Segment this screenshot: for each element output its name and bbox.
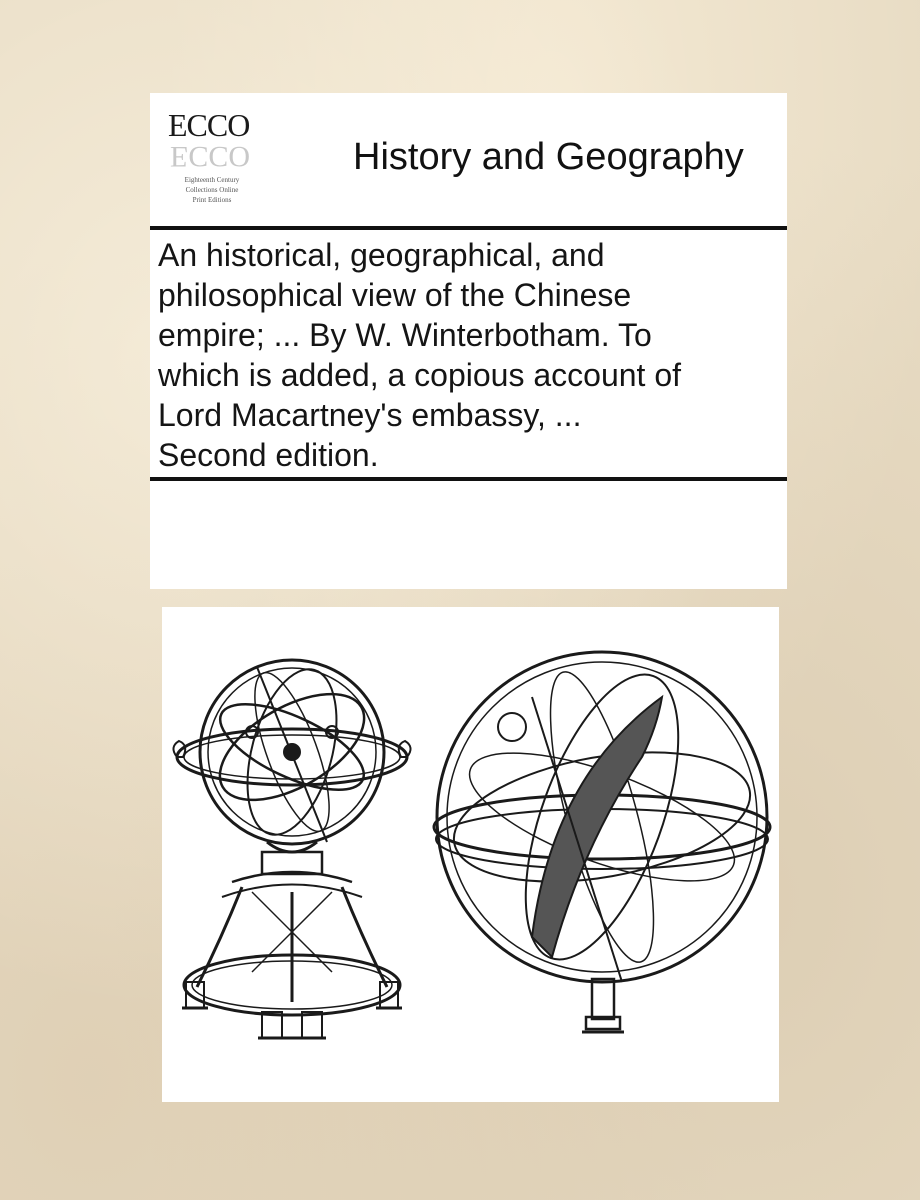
logo-mark: ECCO: [168, 107, 250, 143]
ecco-logo: [162, 107, 262, 213]
title-line: Second edition.: [158, 437, 379, 473]
logo-subtitle: [162, 175, 262, 205]
illustration-plate: [162, 607, 779, 1102]
logo-subtitle-line: Eighteenth Century: [184, 176, 240, 184]
logo-subtitle-line: Collections Online: [185, 186, 239, 194]
title-line: which is added, a copious account of: [158, 357, 681, 393]
title-line: Lord Macartney's embassy, ...: [158, 397, 582, 433]
book-cover-panel: [150, 93, 787, 589]
cover-header: [150, 93, 787, 226]
armillary-sphere-on-stand-icon: [173, 660, 410, 1038]
title-line: An historical, geographical, and: [158, 237, 605, 273]
armillary-sphere-cutaway-icon: [434, 652, 770, 1032]
illustration-svg: [162, 607, 779, 1102]
title-line: philosophical view of the Chinese: [158, 277, 632, 313]
bottom-rule: [150, 477, 787, 481]
title-line: empire; ... By W. Winterbotham. To: [158, 317, 652, 353]
logo-mirror-mark: ECCO: [170, 140, 251, 173]
top-rule: [150, 226, 787, 230]
book-title: [158, 235, 783, 475]
logo-subtitle-line: Print Editions: [192, 196, 232, 204]
series-title: History and Geography: [353, 136, 744, 178]
